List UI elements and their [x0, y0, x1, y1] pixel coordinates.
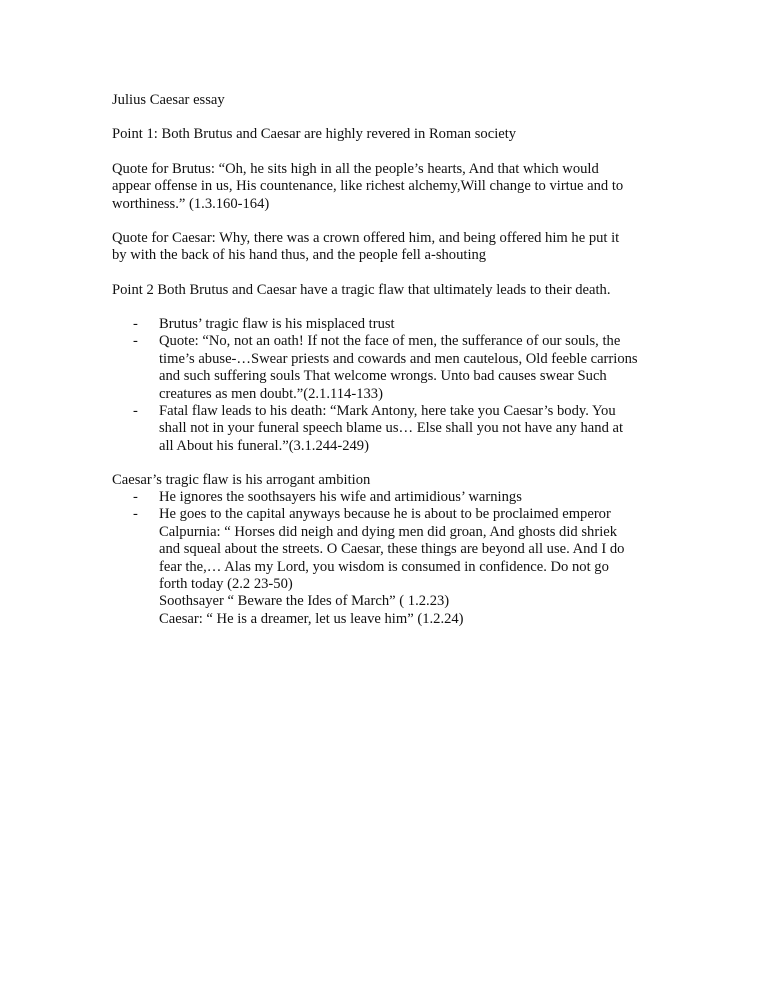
- list-item-line: and squeal about the streets. O Caesar, these things are beyond all use. And I do: [159, 541, 625, 558]
- list-item-line: and such suffering souls That welcome wrongs. Unto bad causes swear Such: [159, 368, 607, 385]
- caesar-flaw-heading: [112, 472, 652, 489]
- caesar-flaw-heading-text: Caesar’s tragic flaw is his arrogant ambition: [112, 472, 371, 488]
- dash-bullet: -: [133, 403, 138, 420]
- list-item-line: forth today (2.2 23-50): [159, 576, 293, 593]
- list-item-line: He goes to the capital anyways because he is about to be proclaimed emperor: [159, 506, 611, 523]
- title-text: Julius Caesar essay: [112, 92, 225, 108]
- caesar-bullet-list: [112, 489, 672, 628]
- list-item-line: shall not in your funeral speech blame us… Else shall you not have any hand at: [159, 420, 624, 437]
- list-item: [112, 316, 672, 333]
- brutus-quote-paragraph: [112, 161, 652, 213]
- list-item-line: Quote: “No, not an oath! If not the face of men, the sufferance of our souls, the: [159, 333, 621, 350]
- list-item: [112, 489, 672, 506]
- list-item-line: creatures as men doubt.”(2.1.114-133): [159, 385, 383, 402]
- list-item-line: fear the,… Alas my Lord, you wisdom is consumed in confidence. Do not go: [159, 558, 609, 575]
- dash-bullet: -: [133, 489, 138, 505]
- document-title: [112, 92, 652, 109]
- list-item-line: all About his funeral.”(3.1.244-249): [159, 437, 369, 454]
- point-1-text: Point 1: Both Brutus and Caesar are highly revered in Roman society: [112, 126, 517, 142]
- list-item: [112, 403, 672, 455]
- point-2-paragraph: [112, 282, 652, 299]
- caesar-quote-line: Quote for Caesar: Why, there was a crown offered him, and being offered him he put it: [112, 230, 620, 246]
- list-item-line: Soothsayer “ Beware the Ides of March” ( 1.2.23): [159, 593, 450, 610]
- caesar-quote-line: by with the back of his hand thus, and the people fell a-shouting: [112, 247, 487, 264]
- list-item-line: Fatal flaw leads to his death: “Mark Antony, here take you Caesar’s body. You: [159, 403, 616, 420]
- list-item-line: Caesar: “ He is a dreamer, let us leave him” (1.2.24): [159, 610, 464, 627]
- list-item: [112, 506, 672, 628]
- list-item: [112, 333, 672, 403]
- brutus-bullet-list: [112, 316, 672, 455]
- list-item-line: Calpurnia: “ Horses did neigh and dying men did groan, And ghosts did shriek: [159, 523, 618, 540]
- list-item-line: Brutus’ tragic flaw is his misplaced trust: [159, 316, 395, 332]
- dash-bullet: -: [133, 333, 138, 350]
- dash-bullet: -: [133, 316, 138, 332]
- brutus-quote-line: appear offense in us, His countenance, like richest alchemy,Will change to virtue and to: [112, 178, 624, 195]
- brutus-quote-line: Quote for Brutus: “Oh, he sits high in all the people’s hearts, And that which would: [112, 161, 599, 177]
- point-2-text: Point 2 Both Brutus and Caesar have a tragic flaw that ultimately leads to their death.: [112, 282, 611, 298]
- brutus-quote-line: worthiness.” (1.3.160-164): [112, 195, 270, 212]
- dash-bullet: -: [133, 506, 138, 523]
- point-1-paragraph: [112, 126, 652, 143]
- list-item-line: He ignores the soothsayers his wife and artimidious’ warnings: [159, 489, 522, 505]
- caesar-quote-paragraph: [112, 230, 652, 265]
- list-item-line: time’s abuse-…Swear priests and cowards and men cautelous, Old feeble carrions: [159, 350, 638, 367]
